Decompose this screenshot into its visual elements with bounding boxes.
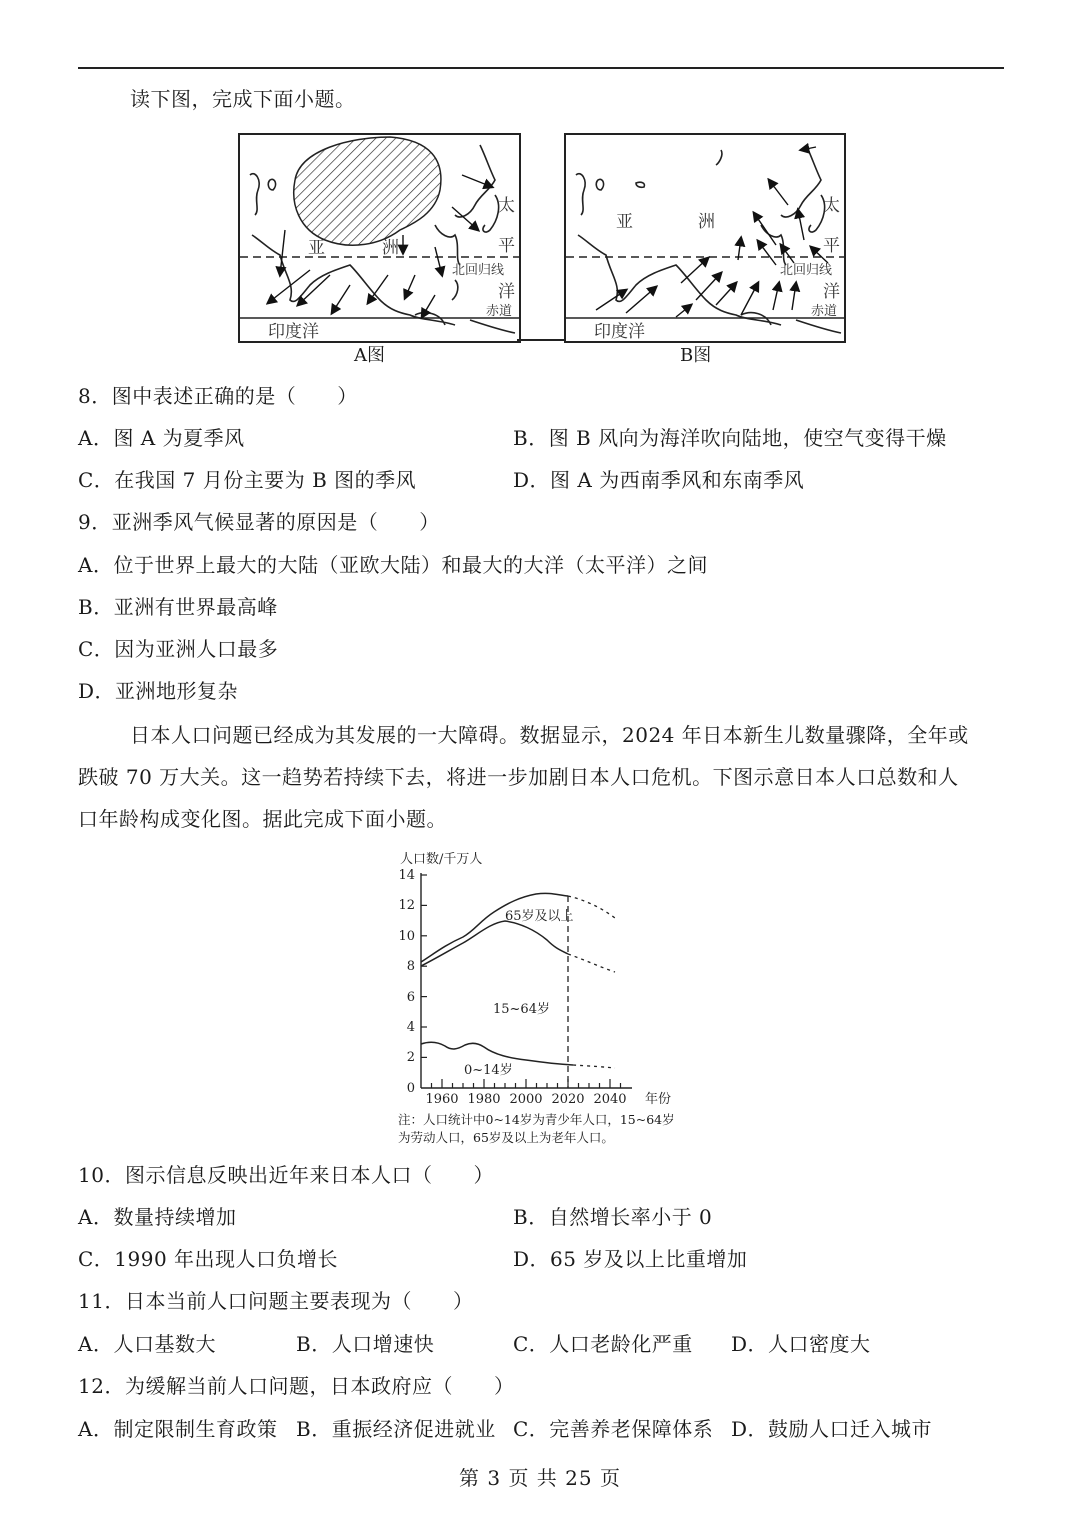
q9-stem: 9．亚洲季风气候显著的原因是（ ） [78,510,440,534]
q12-option-b[interactable]: B．重振经济促进就业 [296,1417,496,1441]
map-b-label-pacific-1: 太 [823,196,840,216]
map-a-label-equator: 赤道 [486,304,513,319]
chart-note-line-2: 为劳动人口，65岁及以上为老年人口。 [398,1130,614,1145]
map-b-caption: B图 [680,345,712,366]
passage-line-3: 口年龄构成变化图。据此完成下面小题。 [78,807,447,831]
y-tick-14: 14 [398,868,415,883]
y-tick-6: 6 [406,990,415,1005]
passage-line-1: 日本人口问题已经成为其发展的一大障碍。数据显示，2024 年日本新生儿数量骤降，全年或 [130,723,969,747]
header-rule [78,67,1004,69]
y-tick-10: 10 [398,929,415,944]
passage-line-2: 跌破 70 万大关。这一趋势若持续下去，将进一步加剧日本人口危机。下图示意日本人口总数和人 [78,765,959,789]
y-tick-0: 0 [406,1081,415,1096]
map-a-graphic [240,135,519,341]
map-baseline [517,339,564,341]
q11-stem: 11．日本当前人口问题主要表现为（ ） [78,1289,474,1313]
population-chart-graphic [380,845,700,1105]
map-b [564,133,846,343]
y-axis-label: 人口数/千万人 [400,852,483,867]
map-a [238,133,521,343]
q10-option-c[interactable]: C．1990 年出现人口负增长 [78,1247,339,1271]
q10-option-a[interactable]: A．数量持续增加 [78,1205,237,1229]
map-b-label-equator: 赤道 [811,304,838,319]
y-tick-12: 12 [398,898,415,913]
map-a-label-indian-ocean: 印度洋 [268,322,319,341]
q11-option-b[interactable]: B．人口增速快 [296,1332,435,1356]
annotation-65-plus: 65岁及以上 [505,909,574,924]
q11-option-a[interactable]: A．人口基数大 [78,1332,216,1356]
annotation-0-14: 0~14岁 [464,1063,513,1078]
x-tick-1980: 1980 [467,1092,501,1105]
population-chart [380,845,700,1150]
page-footer: 第 3 页 共 25 页 [459,1466,621,1490]
q9-option-a[interactable]: A．位于世界上最大的大陆（亚欧大陆）和最大的大洋（太平洋）之间 [78,553,708,577]
intro-instruction: 读下图，完成下面小题。 [130,87,356,111]
x-tick-1960: 1960 [425,1092,459,1105]
q10-stem: 10．图示信息反映出近年来日本人口（ ） [78,1163,494,1187]
q12-option-d[interactable]: D．鼓励人口迁入城市 [731,1417,933,1441]
q8-stem: 8．图中表述正确的是（ ） [78,384,358,408]
map-a-label-pacific-3: 洋 [498,282,515,302]
map-a-label-pacific-1: 太 [498,196,515,216]
q8-option-d[interactable]: D．图 A 为西南季风和东南季风 [513,468,805,492]
y-tick-8: 8 [406,959,415,974]
q11-option-d[interactable]: D．人口密度大 [731,1332,871,1356]
map-b-label-tropic: 北回归线 [780,263,833,278]
x-tick-2040: 2040 [593,1092,627,1105]
map-a-caption: A图 [354,345,385,366]
q12-option-c[interactable]: C．完善养老保障体系 [513,1417,714,1441]
map-b-label-asia-1: 亚 [616,212,633,232]
q8-option-a[interactable]: A．图 A 为夏季风 [78,426,245,450]
q10-option-d[interactable]: D．65 岁及以上比重增加 [513,1247,748,1271]
x-tick-2020: 2020 [551,1092,585,1105]
map-a-label-asia-2: 洲 [382,238,399,258]
y-tick-2: 2 [406,1050,415,1065]
q9-option-d[interactable]: D．亚洲地形复杂 [78,679,239,703]
q9-option-b[interactable]: B．亚洲有世界最高峰 [78,595,278,619]
q10-option-b[interactable]: B．自然增长率小于 0 [513,1205,713,1229]
y-tick-4: 4 [406,1020,415,1035]
map-b-label-pacific-3: 洋 [823,282,840,302]
map-a-label-pacific-2: 平 [498,236,515,256]
map-b-label-pacific-2: 平 [823,236,840,256]
q9-option-c[interactable]: C．因为亚洲人口最多 [78,637,279,661]
q12-option-a[interactable]: A．制定限制生育政策 [78,1417,278,1441]
annotation-15-64: 15~64岁 [493,1002,550,1017]
chart-note-line-1: 注：人口统计中0~14岁为青少年人口，15~64岁 [398,1112,675,1127]
x-tick-2000: 2000 [509,1092,543,1105]
q8-option-c[interactable]: C．在我国 7 月份主要为 B 图的季风 [78,468,417,492]
map-b-graphic [566,135,844,341]
map-a-label-asia-1: 亚 [308,238,325,258]
q8-option-b[interactable]: B．图 B 风向为海洋吹向陆地，使空气变得干燥 [513,426,947,450]
map-b-label-indian-ocean: 印度洋 [594,322,645,341]
map-a-label-tropic: 北回归线 [452,263,505,278]
map-b-label-asia-2: 洲 [698,212,715,232]
q12-stem: 12．为缓解当前人口问题，日本政府应（ ） [78,1374,515,1398]
q11-option-c[interactable]: C．人口老龄化严重 [513,1332,693,1356]
x-axis-label: 年份 [645,1092,672,1105]
